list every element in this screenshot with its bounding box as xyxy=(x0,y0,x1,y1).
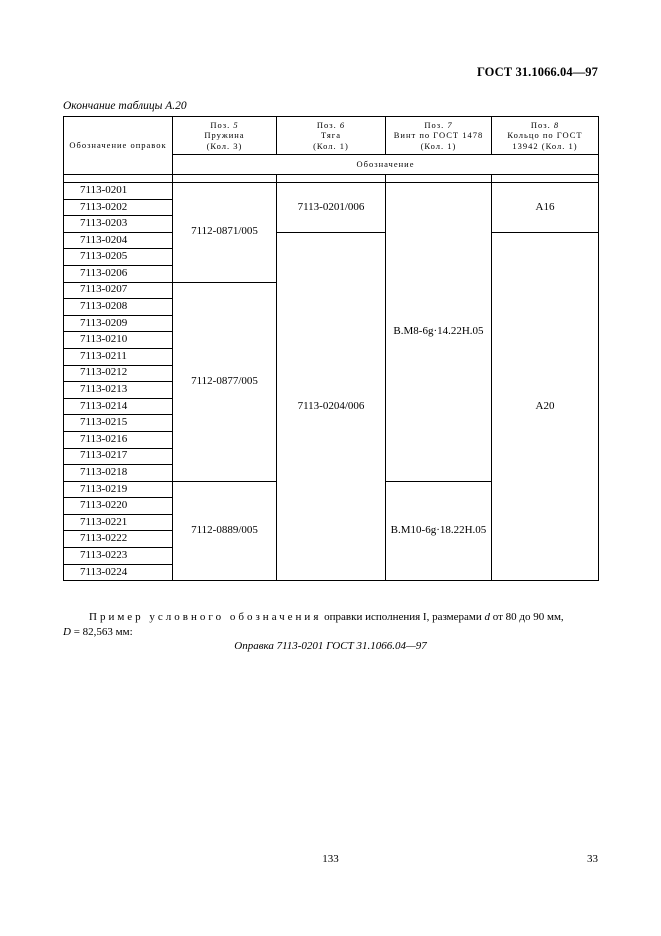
designation-example xyxy=(63,610,598,640)
spacer-cell xyxy=(173,175,277,183)
table-row-code: 7113-0203 xyxy=(64,216,173,233)
table-row-code: 7113-0212 xyxy=(64,365,173,382)
specification-table xyxy=(63,116,599,581)
example-var-D: D xyxy=(63,625,71,638)
table-row-code: 7113-0206 xyxy=(64,265,173,282)
spring-cell: 7112-0877/005 xyxy=(173,282,277,481)
example-var-d: d xyxy=(484,611,490,623)
example-lead: Пример условного обозначения xyxy=(89,611,322,623)
header-pos-number: 5 xyxy=(233,119,239,130)
table-row-code: 7113-0205 xyxy=(64,249,173,266)
table-row-code: 7113-0213 xyxy=(64,382,173,399)
table-row-code: 7113-0223 xyxy=(64,548,173,565)
table-row-code: 7113-0220 xyxy=(64,498,173,515)
table-caption: Окончание таблицы А.20 xyxy=(63,100,187,112)
table-row-code: 7113-0224 xyxy=(64,564,173,581)
column-header-ring xyxy=(492,117,599,155)
rod-cell: 7113-0201/006 xyxy=(277,183,386,233)
sub-header-designation: Обозначение xyxy=(173,155,599,175)
spacer-cell xyxy=(64,175,173,183)
spacer-cell xyxy=(277,175,386,183)
table-row-code: 7113-0219 xyxy=(64,481,173,498)
header-part-name: Кольцо по ГОСТ xyxy=(507,130,583,141)
header-quantity: (Кол. 3) xyxy=(206,140,243,151)
table-row-code: 7113-0201 xyxy=(64,183,173,200)
table-row-code: 7113-0208 xyxy=(64,299,173,316)
spacer-cell xyxy=(386,175,492,183)
page-number-right: 33 xyxy=(587,853,598,865)
header-part-name: Пружина xyxy=(204,130,245,141)
column-header-spring xyxy=(173,117,277,155)
table-row-code: 7113-0218 xyxy=(64,465,173,482)
header-quantity: (Кол. 1) xyxy=(420,140,457,151)
table-row-code: 7113-0216 xyxy=(64,431,173,448)
column-header-rod xyxy=(277,117,386,155)
table-row-code: 7113-0221 xyxy=(64,514,173,531)
screw-cell: В.М8-6g·14.22Н.05 xyxy=(386,183,492,482)
header-part-name: Тяга xyxy=(320,130,342,141)
header-pos-number: 6 xyxy=(339,119,346,130)
document-standard-header: ГОСТ 31.1066.04—97 xyxy=(476,65,598,79)
header-part-name: Винт по ГОСТ 1478 xyxy=(393,130,484,141)
header-pos-number: 8 xyxy=(553,119,560,130)
spring-cell: 7112-0871/005 xyxy=(173,183,277,283)
header-pos-label: Поз. xyxy=(424,119,445,130)
table-row-code: 7113-0202 xyxy=(64,199,173,216)
example-text-3: = 82,563 мм: xyxy=(70,625,133,638)
designation-example-line: Оправка 7113-0201 ГОСТ 31.1066.04—97 xyxy=(234,640,427,652)
header-quantity: (Кол. 1) xyxy=(313,140,349,151)
table-row-code: 7113-0215 xyxy=(64,415,173,432)
rod-cell: 7113-0204/006 xyxy=(277,232,386,580)
table-row-code: 7113-0204 xyxy=(64,232,173,249)
table-row-code: 7113-0209 xyxy=(64,315,173,332)
example-text-1: оправки исполнения I, размерами xyxy=(321,611,485,623)
table-row-code: 7113-0207 xyxy=(64,282,173,299)
header-quantity: 13942 (Кол. 1) xyxy=(512,140,578,151)
table-row-code: 7113-0214 xyxy=(64,398,173,415)
page-number-center: 133 xyxy=(322,853,339,865)
spacer-cell xyxy=(492,175,599,183)
example-text-2: от 80 до 90 мм, xyxy=(490,611,564,623)
header-pos-number: 7 xyxy=(447,119,453,130)
screw-cell: В.М10-6g·18.22Н.05 xyxy=(386,481,492,581)
column-header-designation: Обозначение оправок xyxy=(64,117,173,175)
header-pos-label: Поз. xyxy=(316,119,337,130)
table-row-code: 7113-0211 xyxy=(64,348,173,365)
header-pos-label: Поз. xyxy=(210,119,231,130)
ring-cell: А20 xyxy=(492,232,599,580)
column-header-screw xyxy=(386,117,492,155)
spring-cell: 7112-0889/005 xyxy=(173,481,277,581)
table-row-code: 7113-0222 xyxy=(64,531,173,548)
table-row-code: 7113-0217 xyxy=(64,448,173,465)
ring-cell: А16 xyxy=(492,183,599,233)
table-row-code: 7113-0210 xyxy=(64,332,173,349)
header-pos-label: Поз. xyxy=(530,119,551,130)
